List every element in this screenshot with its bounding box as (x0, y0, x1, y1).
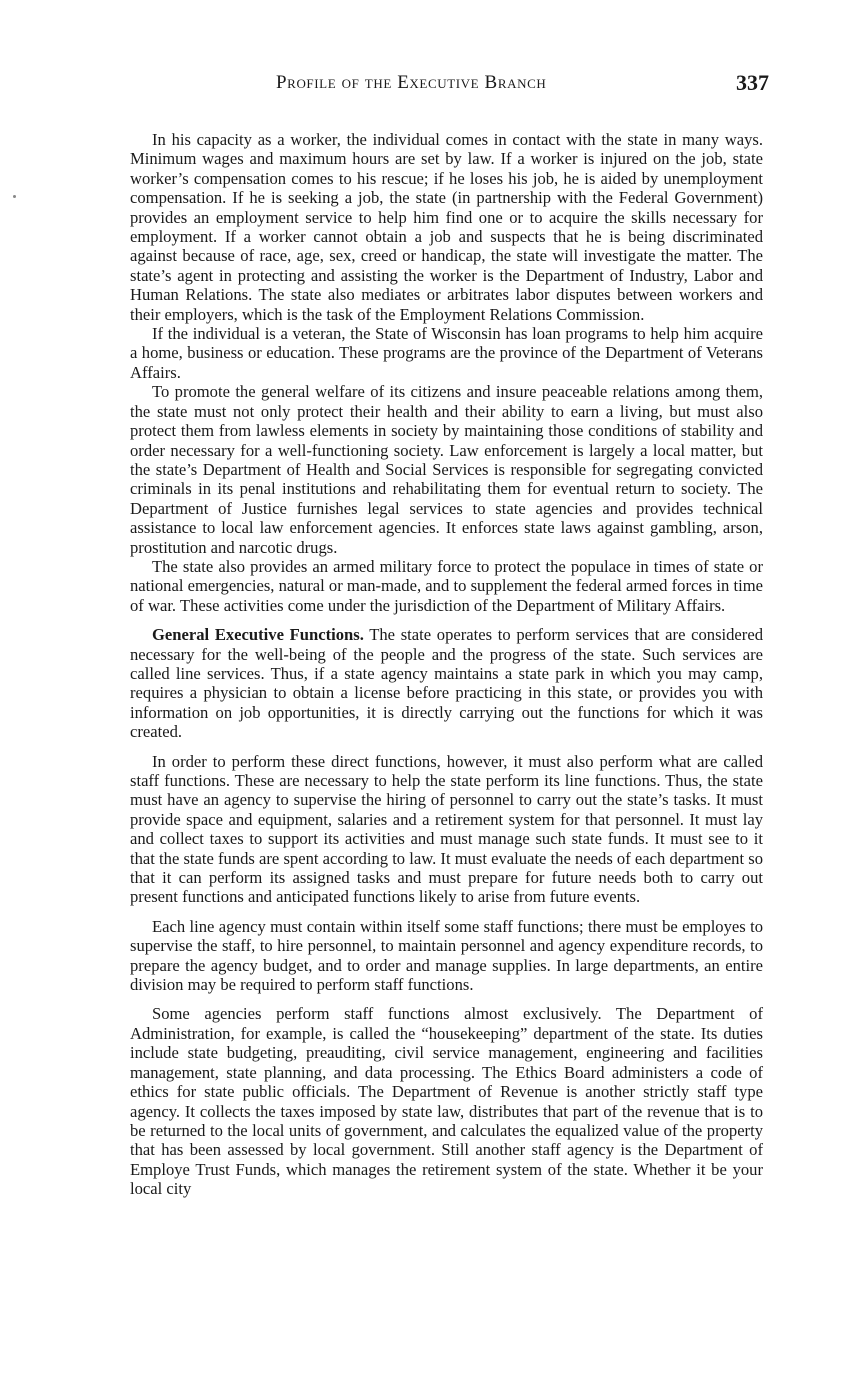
paragraph-text: The state operates to perform services that are considered necessary for the well-being of the people and the progress of the state. Such services are called line services. Thus, if a state agency maintains a state park in which you may camp, requires a physician to obtain a license before practicing in this state, or provides you with information on job opportunities, it is directly carrying out the functions for which it was created. (130, 625, 763, 742)
paragraph-staff-agencies (130, 1004, 763, 1198)
paragraph-general-welfare (130, 382, 763, 557)
paragraph-worker (130, 130, 763, 324)
paragraph-veteran (130, 324, 763, 382)
paragraph-military (130, 557, 763, 615)
paragraph-staff-functions (130, 752, 763, 907)
body-text (130, 130, 763, 1199)
paragraph-general-executive-functions (130, 625, 763, 741)
page-header (0, 70, 859, 100)
paragraph-text: Each line agency must contain within itself some staff functions; there must be employes to supervise the staff, to hire personnel, to maintain personnel and agency expenditure records, to prepare the agency budget, and to order and manage supplies. In large departments, an entire division may be required to perform staff functions. (130, 916, 763, 995)
paragraph-text: If the individual is a veteran, the State of Wisconsin has loan programs to help him acquire a home, business or education. These programs are the province of the Department of Veterans Affairs. (130, 324, 763, 382)
paragraph-text: In his capacity as a worker, the individual comes in contact with the state in many ways. Minimum wages and maximum hours are set by law. If a worker is injured on the job, state worker’s compensation comes to his rescue; if he loses his job, he is aided by unemployment compensation. If he is seeking a job, the state (in partnership with the Federal Government) provides an employment service to help him find one or to acquire the skills necessary for employment. If a worker cannot obtain a job and suspects that he is being discriminated against because of race, age, sex, creed or handicap, the state will investigate the matter. The state’s agent in protecting and assisting the worker is the Department of Industry, Labor and Human Relations. The state also mediates or arbitrates labor disputes between workers and their employers, which is the task of the Employment Relations Commission. (130, 130, 763, 324)
running-title: Profile of the Executive Branch (276, 72, 547, 93)
scan-speck (13, 195, 16, 198)
paragraph-text: In order to perform these direct functions, however, it must also perform what are called staff functions. These are necessary to help the state perform its line functions. Thus, the state must have an agency to supervise the hiring of personnel to carry out the state’s tasks. It must provide space and equipment, salaries and a retirement system for that personnel. It must lay and collect taxes to support its activities and must manage such state funds. It must see to it that the state funds are spent according to law. It must evaluate the needs of each department so that it can perform its assigned tasks and must prepare for future needs both to carry out present functions and anticipated functions likely to arise from future events. (130, 751, 763, 907)
section-heading: General Executive Functions. (152, 625, 364, 645)
page-number: 337 (736, 70, 769, 95)
paragraph-text: The state also provides an armed military force to protect the populace in times of state or national emergencies, natural or man-made, and to supplement the federal armed forces in time of war. These activities come under the jurisdiction of the Department of Military Affairs. (130, 556, 763, 615)
paragraph-line-agency (130, 917, 763, 995)
paragraph-text: Some agencies perform staff functions almost exclusively. The Department of Administration, for example, is called the “housekeeping” department of the state. Its duties include state budgeting, preauditing, civil service management, engineering and facilities management, state planning, and data processing. The Ethics Board administers a code of ethics for state public officials. The Department of Revenue is another strictly staff type agency. It collects the taxes imposed by state law, distributes that part of the revenue that is to be returned to the local units of government, and calculates the equalized value of the property that has been assessed by local government. Still another staff agency is the Department of Employe Trust Funds, which manages the retirement system of the state. Whether it be your local city (130, 1004, 763, 1199)
paragraph-text: To promote the general welfare of its citizens and insure peaceable relations among them, the state must not only protect their health and their ability to earn a living, but must also protect them from lawless elements in society by maintaining those conditions of stability and order necessary for a well-functioning society. Law enforcement is largely a local matter, but the state’s Department of Health and Social Services is responsible for segregating convicted criminals in its penal institutions and rehabilitating them for eventual return to society. The Department of Justice furnishes legal services to state agencies and provides technical assistance to local law enforcement agencies. It enforces state laws against gambling, arson, prostitution and narcotic drugs. (130, 382, 763, 557)
